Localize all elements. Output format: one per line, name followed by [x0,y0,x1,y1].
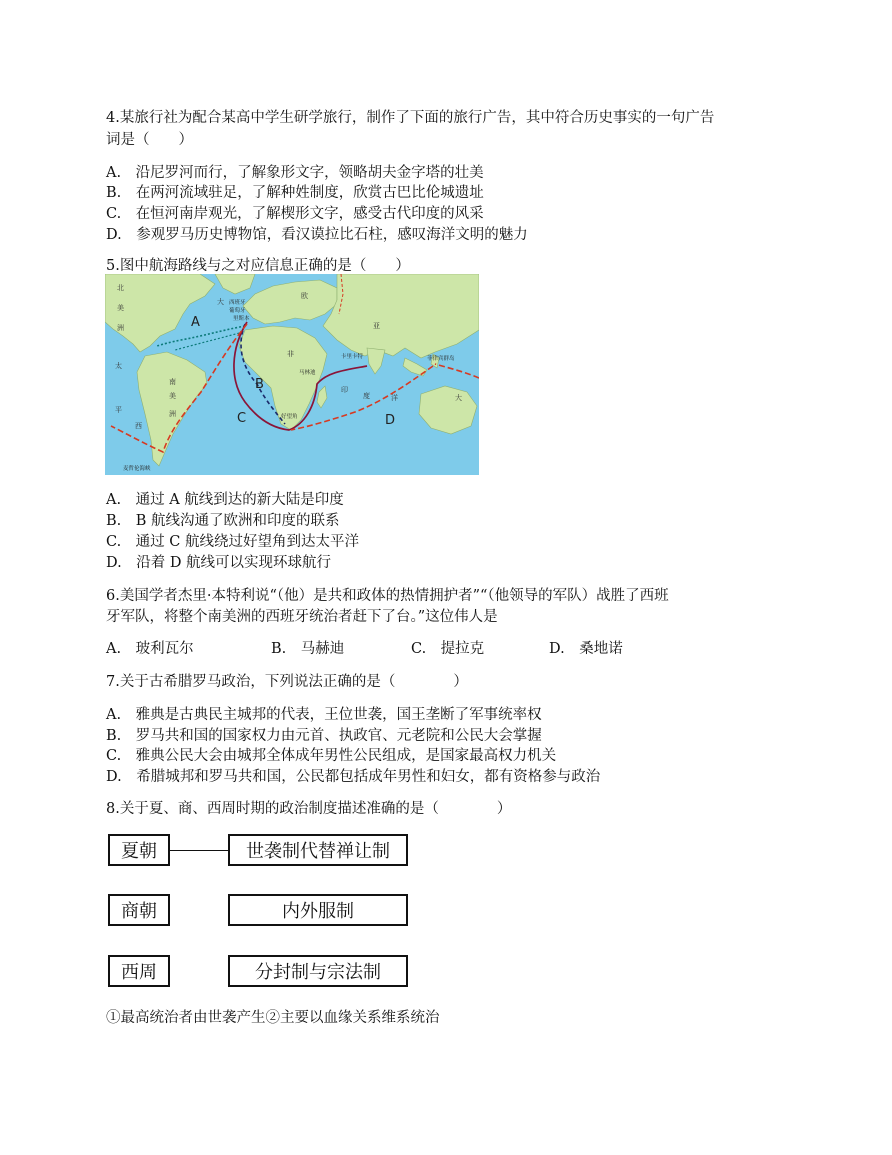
q6-stem-line2: 牙军队，将整个南美洲的西班牙统治者赶下了台。”这位伟人是 [106,609,498,625]
map-label-yang: 洋 [391,394,398,402]
q7-option-b: B. 罗马共和国的国家权力由元首、执政官、元老院和公民大会掌握 [106,728,542,744]
map-route-label-a: A [191,315,200,330]
q4-option-a: A. 沿尼罗河而行，了解象形文字，领略胡夫金字塔的壮美 [106,165,484,181]
q5-option-c: C. 通过 C 航线绕过好望角到达太平洋 [106,534,359,550]
dynasty-box-shang: 商朝 [108,894,170,926]
q5-stem: 5.图中航海路线与之对应信息正确的是（ ） [106,258,410,274]
q6-stem-line1: 6.美国学者杰里·本特利说“（他）是共和政体的热情拥护者”“（他领导的军队）战胜了西班 [106,588,669,604]
map-label-zhou2: 洲 [169,410,176,418]
map-label-america: 美 [117,304,124,312]
q7-option-a: A. 雅典是古典民主城邦的代表，王位世袭，国王垄断了军事统率权 [106,707,542,723]
dynasty-box-xia: 夏朝 [108,834,170,866]
map-label-yin: 印 [341,386,348,394]
q4-option-b: B. 在两河流域驻足，了解种姓制度，欣赏古巴比伦城遗址 [106,185,484,201]
q5-option-b: B. B 航线沟通了欧洲和印度的联系 [106,513,340,529]
q7-option-c: C. 雅典公民大会由城邦全体成年男性公民组成，是国家最高权力机关 [106,748,557,764]
map-label-portugal: 葡萄牙 [229,308,246,314]
map-label-ping: 平 [115,406,122,414]
q4-stem-line1: 4.某旅行社为配合某高中学生研学旅行，制作了下面的旅行广告，其中符合历史事实的一句广告 [106,110,715,126]
connector-line [170,850,228,851]
map-route-label-b: B [255,377,264,392]
q6-option-b: B. 马赫迪 [271,641,345,657]
map-route-label-c: C [237,411,247,426]
map-label-malindi: 马林迪 [299,370,316,376]
q6-option-c: C. 提拉克 [411,641,485,657]
q4-stem-line2: 词是（ ） [106,132,193,148]
map-label-zhou: 洲 [117,324,124,332]
q5-option-a: A. 通过 A 航线到达的新大陆是印度 [106,492,344,508]
map-label-spain: 西班牙 [229,300,246,306]
map-label-lisbon: 里斯本 [233,316,250,322]
q6-option-a: A. 玻利瓦尔 [106,641,194,657]
map-label-tai: 太 [115,362,122,370]
q5-option-d: D. 沿着 D 航线可以实现环球航行 [106,555,332,571]
navigation-routes-map [105,274,479,475]
map-label-du: 度 [363,392,370,400]
map-route-label-d: D [385,413,396,428]
system-box-xizhou: 分封制与宗法制 [228,955,408,987]
map-label-fei: 非 [287,350,294,358]
map-label-ou: 欧 [301,292,308,300]
q8-stem: 8.关于夏、商、西周时期的政治制度描述准确的是（ ） [106,801,512,817]
map-label-north: 北 [117,284,124,292]
system-box-xia: 世袭制代替禅让制 [228,834,408,866]
map-label-philippines: 菲律宾群岛 [427,356,455,362]
q8-statements: ①最高统治者由世袭产生②主要以血缘关系维系统治 [106,1010,440,1026]
system-box-shang: 内外服制 [228,894,408,926]
map-label-nan: 南 [169,378,176,386]
dynasty-box-xizhou: 西周 [108,955,170,987]
map-label-calicut: 卡里卡特 [341,354,364,360]
q4-option-d: D. 参观罗马历史博物馆，看汉谟拉比石柱，感叹海洋文明的魅力 [106,227,528,243]
map-label-magellan: 麦哲伦海峡 [123,466,151,472]
map-label-da: 大 [217,298,224,306]
map-label-mei: 美 [169,392,176,400]
map-label-cape: 好望角 [281,414,298,420]
q6-option-d: D. 桑地诺 [549,641,623,657]
q7-option-d: D. 希腊城邦和罗马共和国，公民都包括成年男性和妇女，都有资格参与政治 [106,769,601,785]
q7-stem: 7.关于古希腊罗马政治，下列说法正确的是（ ） [106,674,468,690]
map-label-dayang: 大 [455,394,462,402]
map-label-xi: 西 [135,422,142,430]
q4-option-c: C. 在恒河南岸观光，了解楔形文字，感受古代印度的风采 [106,206,484,222]
map-label-ya: 亚 [373,322,380,330]
